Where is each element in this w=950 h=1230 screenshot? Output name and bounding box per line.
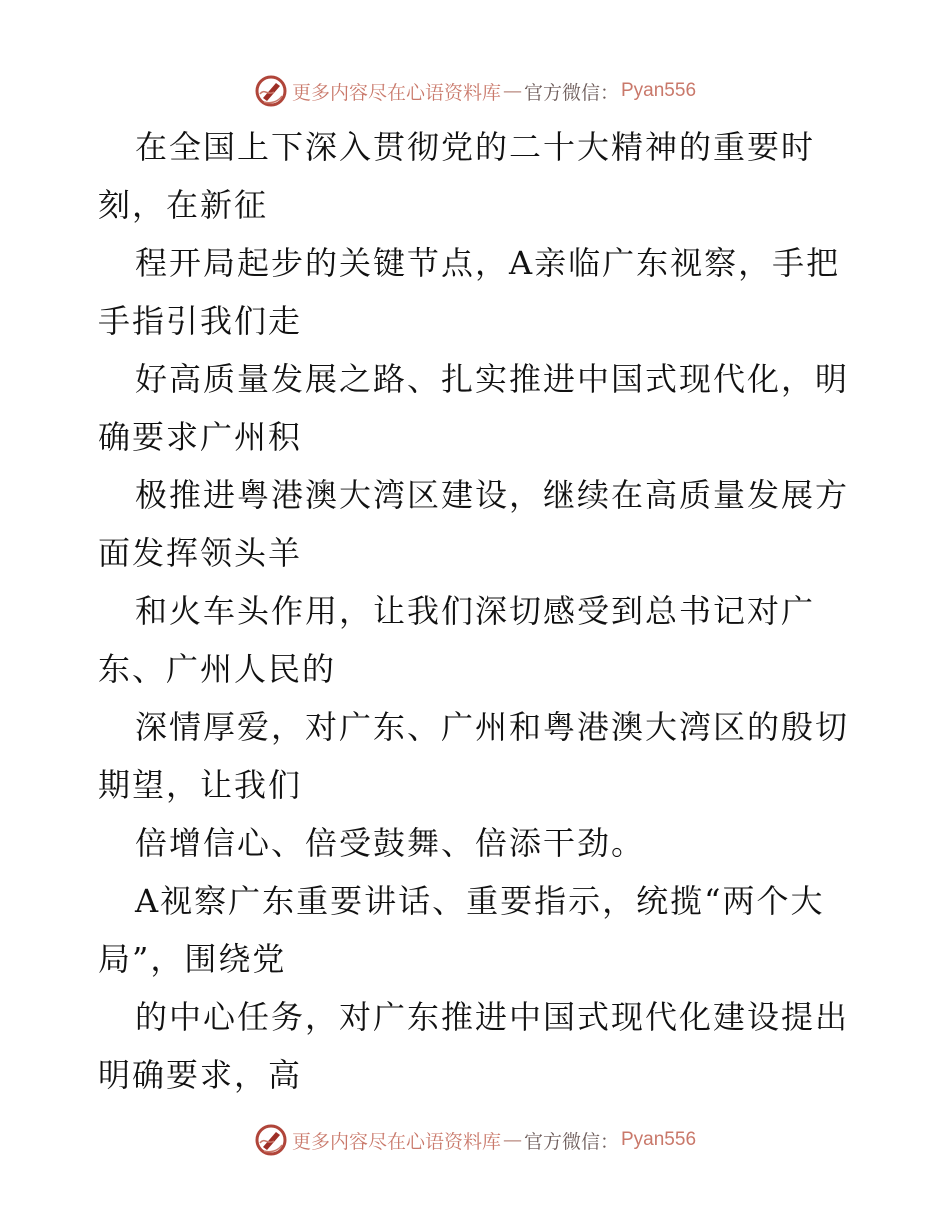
text-line: 刻，在新征 bbox=[98, 186, 269, 224]
header-watermark bbox=[0, 71, 950, 111]
watermark-wechat-id: Pyan556 bbox=[621, 80, 697, 101]
text-line: 深情厚爱，对广东、广州和粤港澳大湾区的殷切 bbox=[135, 708, 850, 746]
text-line: 在全国上下深入贯彻党的二十大精神的重要时 bbox=[135, 128, 816, 166]
text-line: 倍增信心、倍受鼓舞、倍添干劲。 bbox=[135, 824, 646, 862]
watermark-official-label: 官方微信： bbox=[523, 81, 619, 104]
footer-watermark bbox=[0, 1120, 950, 1160]
text-line: 和火车头作用，让我们深切感受到总书记对广 bbox=[135, 592, 816, 630]
text-line: 确要求广州积 bbox=[98, 418, 303, 456]
text-line: 程开局起步的关键节点，A亲临广东视察，手把 bbox=[135, 244, 841, 282]
text-line: 好高质量发展之路、扎实推进中国式现代化，明 bbox=[135, 360, 850, 398]
text-line: 面发挥领头羊 bbox=[98, 534, 303, 572]
watermark-main-text: 更多内容尽在心语资料库 bbox=[291, 81, 501, 104]
watermark-wechat-id: Pyan556 bbox=[621, 1129, 697, 1150]
quill-pen-logo-icon bbox=[254, 1123, 288, 1157]
watermark-main-text: 更多内容尽在心语资料库 bbox=[291, 1130, 501, 1153]
quill-pen-logo-icon bbox=[254, 74, 288, 108]
watermark-official-label: 官方微信： bbox=[523, 1130, 619, 1153]
watermark-dash: — bbox=[502, 80, 522, 102]
text-line: 局”，围绕党 bbox=[98, 940, 287, 978]
text-line: 极推进粤港澳大湾区建设，继续在高质量发展方 bbox=[135, 476, 850, 514]
text-line: 东、广州人民的 bbox=[98, 650, 337, 688]
document-body bbox=[98, 118, 858, 1104]
watermark-dash: — bbox=[502, 1129, 522, 1151]
text-line: 期望，让我们 bbox=[98, 766, 303, 804]
text-line: 明确要求，高 bbox=[98, 1056, 303, 1094]
text-line: A视察广东重要讲话、重要指示，统揽“两个大 bbox=[135, 882, 825, 920]
text-line: 手指引我们走 bbox=[98, 302, 303, 340]
text-line: 的中心任务，对广东推进中国式现代化建设提出 bbox=[135, 998, 850, 1036]
